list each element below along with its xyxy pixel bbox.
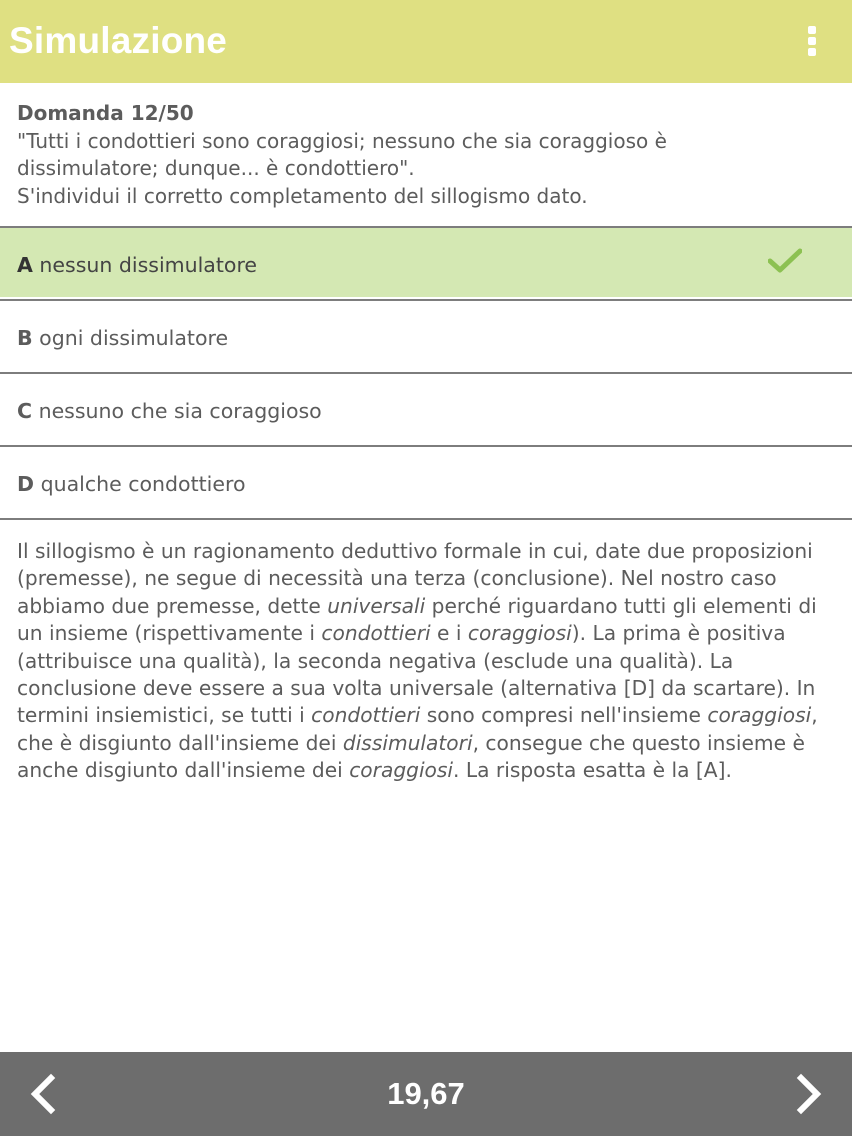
answer-letter: D bbox=[17, 472, 35, 496]
question-number: Domanda 12/50 bbox=[17, 101, 194, 125]
answer-option-d[interactable] bbox=[0, 445, 852, 516]
page-title: Simulazione bbox=[9, 20, 228, 61]
timer-display: 19,67 bbox=[387, 1076, 465, 1111]
explanation-term: coraggiosi bbox=[349, 758, 454, 783]
answers-divider bbox=[0, 518, 852, 520]
answer-option-b[interactable] bbox=[0, 299, 852, 370]
explanation-term: universali bbox=[327, 593, 426, 618]
answer-letter: A bbox=[17, 253, 33, 277]
chevron-right-icon[interactable] bbox=[786, 1072, 830, 1116]
explanation-term: condottieri bbox=[321, 621, 431, 646]
answer-label: qualche condottiero bbox=[40, 472, 246, 496]
answer-letter: C bbox=[17, 399, 33, 423]
explanation-segment: perché riguardano tutti gli elementi di un insieme (rispettivamente i bbox=[17, 593, 817, 646]
explanation-segment: ). La prima è positiva (attribuisce una qualità), la seconda negativa (esclude una qualità). La conclusione deve essere a sua volta universale (alternativa [D] da scartare). In termini insiemistici, se tutti i bbox=[17, 621, 816, 728]
answer-option-c[interactable] bbox=[0, 372, 852, 443]
answer-option-a[interactable] bbox=[0, 226, 852, 297]
explanation-segment: e i bbox=[430, 621, 468, 646]
explanation-term: coraggiosi bbox=[707, 703, 812, 728]
more-vert-icon[interactable] bbox=[794, 21, 830, 61]
explanation-segment: . La risposta esatta è la [A]. bbox=[453, 758, 732, 783]
answer-label: nessun dissimulatore bbox=[39, 253, 258, 277]
explanation-term: coraggiosi bbox=[467, 621, 572, 646]
question-text-line: "Tutti i condottieri sono coraggiosi; nessuno che sia coraggioso è bbox=[17, 128, 667, 153]
app-bar bbox=[0, 0, 852, 83]
answer-label: nessuno che sia coraggioso bbox=[38, 399, 322, 423]
bottom-navigation-bar bbox=[0, 1052, 852, 1136]
explanation-segment: sono compresi nell'insieme bbox=[420, 703, 708, 728]
question-block bbox=[17, 100, 837, 210]
answer-label: ogni dissimulatore bbox=[39, 326, 229, 350]
explanation-segment: , che è disgiunto dall'insieme dei bbox=[17, 703, 818, 755]
explanation-term: dissimulatori bbox=[342, 730, 473, 755]
answer-letter: B bbox=[17, 326, 33, 350]
question-text-line: dissimulatore; dunque... è condottiero". bbox=[17, 156, 415, 180]
explanation-text bbox=[17, 538, 839, 785]
checkmark-icon bbox=[768, 248, 802, 274]
explanation-segment: Il sillogismo è un ragionamento deduttivo formale in cui, date due proposizioni (premesse), ne segue di necessità una terza (conclusione). Nel nostro caso abbiamo due premesse, dette bbox=[17, 539, 813, 618]
explanation-segment: , consegue che questo insieme è anche disgiunto dall'insieme dei bbox=[17, 730, 805, 783]
explanation-term: condottieri bbox=[311, 703, 421, 728]
question-instruction: S'individui il corretto completamento del sillogismo dato. bbox=[17, 183, 588, 208]
